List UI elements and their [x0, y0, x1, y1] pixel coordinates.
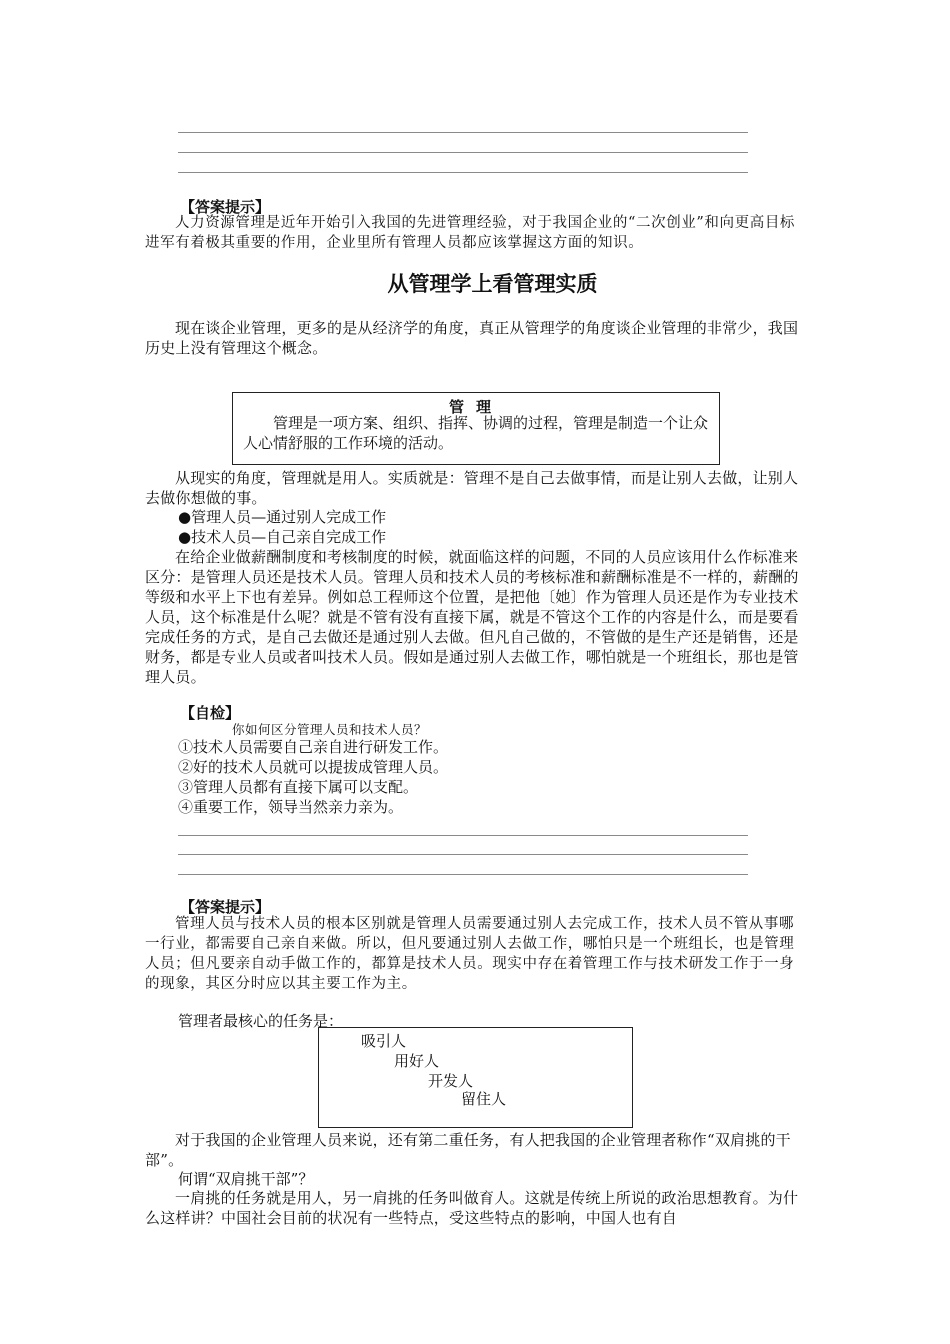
- answer-line: [178, 874, 748, 875]
- core-task-item: 留住人: [461, 1090, 507, 1108]
- double-duty-paragraph: 对于我国的企业管理人员来说，还有第二重任务，有人把我国的企业管理者称作“双肩挑的干部”。: [145, 1131, 791, 1169]
- core-task-box: [318, 1027, 633, 1128]
- final-paragraph: 一肩挑的任务就是用人，另一肩挑的任务叫做育人。这就是传统上所说的政治思想教育。为什么这样讲？中国社会目前的状况有一些特点，受这些特点的影响，中国人也有自: [145, 1189, 799, 1227]
- definition-body: 管理是一项方案、组织、指挥、协调的过程，管理是制造一个让众人心情舒服的工作环境的活动。: [243, 414, 709, 452]
- self-check-option: ①技术人员需要自己亲自进行研发工作。: [178, 738, 449, 756]
- definition-title: 管理: [448, 398, 503, 416]
- answer-line: [178, 854, 748, 855]
- bullet-item: ●技术人员—自己亲自完成工作: [178, 528, 387, 546]
- answer-hint-heading: 【答案提示】: [180, 898, 271, 916]
- answer-line: [178, 835, 748, 836]
- self-check-question: 你如何区分管理人员和技术人员？: [232, 722, 428, 737]
- core-task-item: 吸引人: [361, 1032, 407, 1050]
- self-check-heading: 【自检】: [180, 704, 241, 722]
- self-check-option: ④重要工作，领导当然亲力亲为。: [178, 798, 404, 816]
- answer-hint-heading: 【答案提示】: [180, 198, 271, 216]
- reality-paragraph: 从现实的角度，管理就是用人。实质就是：管理不是自己去做事情，而是让别人去做，让别人去做你想做的事。: [145, 469, 799, 507]
- answer-line: [178, 172, 748, 173]
- section-title: 从管理学上看管理实质: [387, 272, 598, 296]
- core-task-item: 开发人: [428, 1072, 474, 1090]
- answer-hint-text: 人力资源管理是近年开始引入我国的先进管理经验，对于我国企业的“二次创业”和向更高目标进军有着极其重要的作用，企业里所有管理人员都应该掌握这方面的知识。: [145, 215, 796, 251]
- answer-line: [178, 152, 748, 153]
- core-task-item: 用好人: [394, 1052, 440, 1070]
- salary-paragraph: 在给企业做薪酬制度和考核制度的时候，就面临这样的问题，不同的人员应该用什么作标准来区分：是管理人员还是技术人员。管理人员和技术人员的考核标准和薪酬标准是不一样的，薪酬的等级和水平上下也有差异。例如总工程师这个位置，是把他〔她〕作为管理人员还是作为专业技术人员，这个标准是什么呢？就是不管有没有直接下属，就是不管这个工作的内容是什么，而是要看完成任务的方式，是自己去做还是通过别人去做。但凡自己做的，不管做的是生产还是销售，还是财务，都是专业人员或者叫技术人员。假如是通过别人去做工作，哪怕就是一个班组长，那也是管理人员。: [145, 548, 799, 686]
- self-check-option: ②好的技术人员就可以提拔成管理人员。: [178, 758, 449, 776]
- self-check-option: ③管理人员都有直接下属可以支配。: [178, 778, 419, 796]
- definition-box: [232, 392, 720, 465]
- answer-hint-text: 管理人员与技术人员的根本区别就是管理人员需要通过别人去完成工作，技术人员不管从事哪一行业，都需要自己亲自来做。所以，但凡要通过别人去做工作，哪怕只是一个班组长，也是管理人员；但凡要亲自动手做工作的，都算是技术人员。现实中存在着管理工作与技术研发工作于一身的现象，其区分时应以其主要工作为主。: [145, 916, 795, 992]
- double-duty-question: 何谓“双肩挑干部”？: [178, 1170, 314, 1188]
- answer-line: [178, 132, 748, 133]
- core-task-label: 管理者最核心的任务是：: [178, 1012, 344, 1030]
- intro-paragraph: 现在谈企业管理，更多的是从经济学的角度，真正从管理学的角度谈企业管理的非常少，我国历史上没有管理这个概念。: [145, 319, 799, 357]
- bullet-item: ●管理人员—通过别人完成工作: [178, 508, 387, 526]
